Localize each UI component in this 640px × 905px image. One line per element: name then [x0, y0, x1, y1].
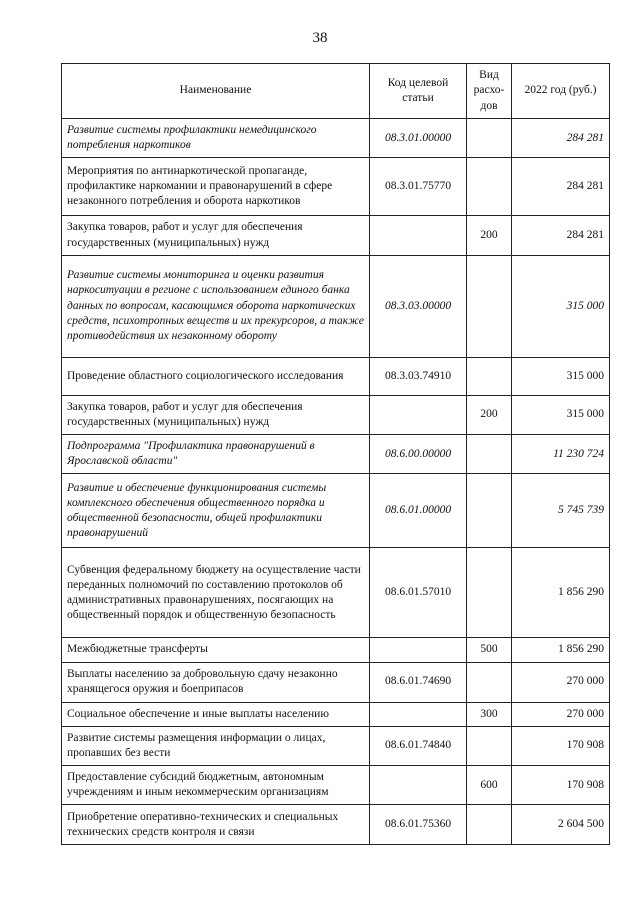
row-expense-type-cell: 300: [467, 702, 512, 726]
row-amount-cell: 11 230 724: [512, 435, 610, 474]
row-expense-type-cell: 200: [467, 395, 512, 434]
table-row: [62, 726, 610, 765]
row-name-cell: Выплаты населению за добровольную сдачу незаконно хранящегося оружия и боеприпасов: [62, 662, 370, 702]
row-expense-type-cell: [467, 357, 512, 395]
row-name-cell: Приобретение оперативно-технических и специальных технических средств контроля и связи: [62, 805, 370, 845]
row-amount-cell: 270 000: [512, 662, 610, 702]
table-row: [62, 548, 610, 638]
table-row: [62, 357, 610, 395]
table-row: [62, 662, 610, 702]
row-name-cell: Развитие системы размещения информации о лицах, пропавших без вести: [62, 726, 370, 765]
row-code-cell: 08.6.01.74840: [370, 726, 467, 765]
row-name-cell: Проведение областного социологического исследования: [62, 357, 370, 395]
row-name-cell: Закупка товаров, работ и услуг для обеспечения государственных (муниципальных) нужд: [62, 216, 370, 255]
table-row: [62, 805, 610, 845]
row-amount-cell: 1 856 290: [512, 638, 610, 662]
row-amount-cell: 284 281: [512, 158, 610, 216]
row-code-cell: [370, 766, 467, 805]
row-code-cell: [370, 638, 467, 662]
row-code-cell: 08.6.01.75360: [370, 805, 467, 845]
row-name-cell: Развитие и обеспечение функционирования системы комплексного обеспечения общественного порядка и общественной безопасности, общей профилактики правонарушений: [62, 474, 370, 548]
table-row: [62, 255, 610, 357]
row-code-cell: 08.6.01.74690: [370, 662, 467, 702]
row-amount-cell: 284 281: [512, 216, 610, 255]
row-amount-cell: 170 908: [512, 766, 610, 805]
header-code: Код целевой статьи: [370, 64, 467, 119]
row-amount-cell: 1 856 290: [512, 548, 610, 638]
header-type: Вид расхо-дов: [467, 64, 512, 119]
row-amount-cell: 315 000: [512, 357, 610, 395]
table-header-row: [62, 64, 610, 119]
row-amount-cell: 315 000: [512, 255, 610, 357]
table-row: [62, 702, 610, 726]
row-expense-type-cell: [467, 119, 512, 158]
row-code-cell: [370, 702, 467, 726]
row-expense-type-cell: [467, 435, 512, 474]
row-code-cell: 08.6.00.00000: [370, 435, 467, 474]
row-name-cell: Социальное обеспечение и иные выплаты населению: [62, 702, 370, 726]
row-amount-cell: 2 604 500: [512, 805, 610, 845]
header-amount: 2022 год (руб.): [512, 64, 610, 119]
row-code-cell: 08.6.01.00000: [370, 474, 467, 548]
row-expense-type-cell: [467, 726, 512, 765]
row-name-cell: Закупка товаров, работ и услуг для обеспечения государственных (муниципальных) нужд: [62, 395, 370, 434]
row-name-cell: Развитие системы мониторинга и оценки развития наркоситуации в регионе с использованием единого банка данных по вопросам, касающимся оборота наркотических средств, психотропных веществ и их прекурсоров, а также противодействия их незаконному обороту: [62, 255, 370, 357]
row-amount-cell: 5 745 739: [512, 474, 610, 548]
row-expense-type-cell: [467, 662, 512, 702]
table-row: [62, 395, 610, 434]
table-row: [62, 638, 610, 662]
row-name-cell: Субвенция федеральному бюджету на осуществление части переданных полномочий по составлению протоколов об административных правонарушениях, посягающих на общественный порядок и общественную безопасность: [62, 548, 370, 638]
row-expense-type-cell: [467, 255, 512, 357]
row-code-cell: 08.3.03.74910: [370, 357, 467, 395]
table-row: [62, 119, 610, 158]
row-amount-cell: 270 000: [512, 702, 610, 726]
row-expense-type-cell: 500: [467, 638, 512, 662]
header-name: Наименование: [62, 64, 370, 119]
table-row: [62, 158, 610, 216]
row-name-cell: Развитие системы профилактики немедицинского потребления наркотиков: [62, 119, 370, 158]
row-amount-cell: 284 281: [512, 119, 610, 158]
row-name-cell: Межбюджетные трансферты: [62, 638, 370, 662]
row-expense-type-cell: 600: [467, 766, 512, 805]
row-name-cell: Мероприятия по антинаркотической пропаганде, профилактике наркомании и правонарушений в сфере незаконного потребления и оборота наркотиков: [62, 158, 370, 216]
table-row: [62, 435, 610, 474]
row-name-cell: Подпрограмма "Профилактика правонарушений в Ярославской области": [62, 435, 370, 474]
row-code-cell: 08.3.01.75770: [370, 158, 467, 216]
row-amount-cell: 315 000: [512, 395, 610, 434]
row-expense-type-cell: 200: [467, 216, 512, 255]
row-expense-type-cell: [467, 548, 512, 638]
row-expense-type-cell: [467, 158, 512, 216]
row-name-cell: Предоставление субсидий бюджетным, автономным учреждениям и иным некоммерческим организациям: [62, 766, 370, 805]
row-code-cell: [370, 395, 467, 434]
page-number: 38: [312, 30, 328, 46]
table-row: [62, 216, 610, 255]
row-code-cell: 08.3.03.00000: [370, 255, 467, 357]
row-code-cell: 08.6.01.57010: [370, 548, 467, 638]
table-row: [62, 474, 610, 548]
row-code-cell: [370, 216, 467, 255]
row-code-cell: 08.3.01.00000: [370, 119, 467, 158]
table-row: [62, 766, 610, 805]
row-expense-type-cell: [467, 474, 512, 548]
row-expense-type-cell: [467, 805, 512, 845]
budget-table: [61, 63, 610, 845]
row-amount-cell: 170 908: [512, 726, 610, 765]
